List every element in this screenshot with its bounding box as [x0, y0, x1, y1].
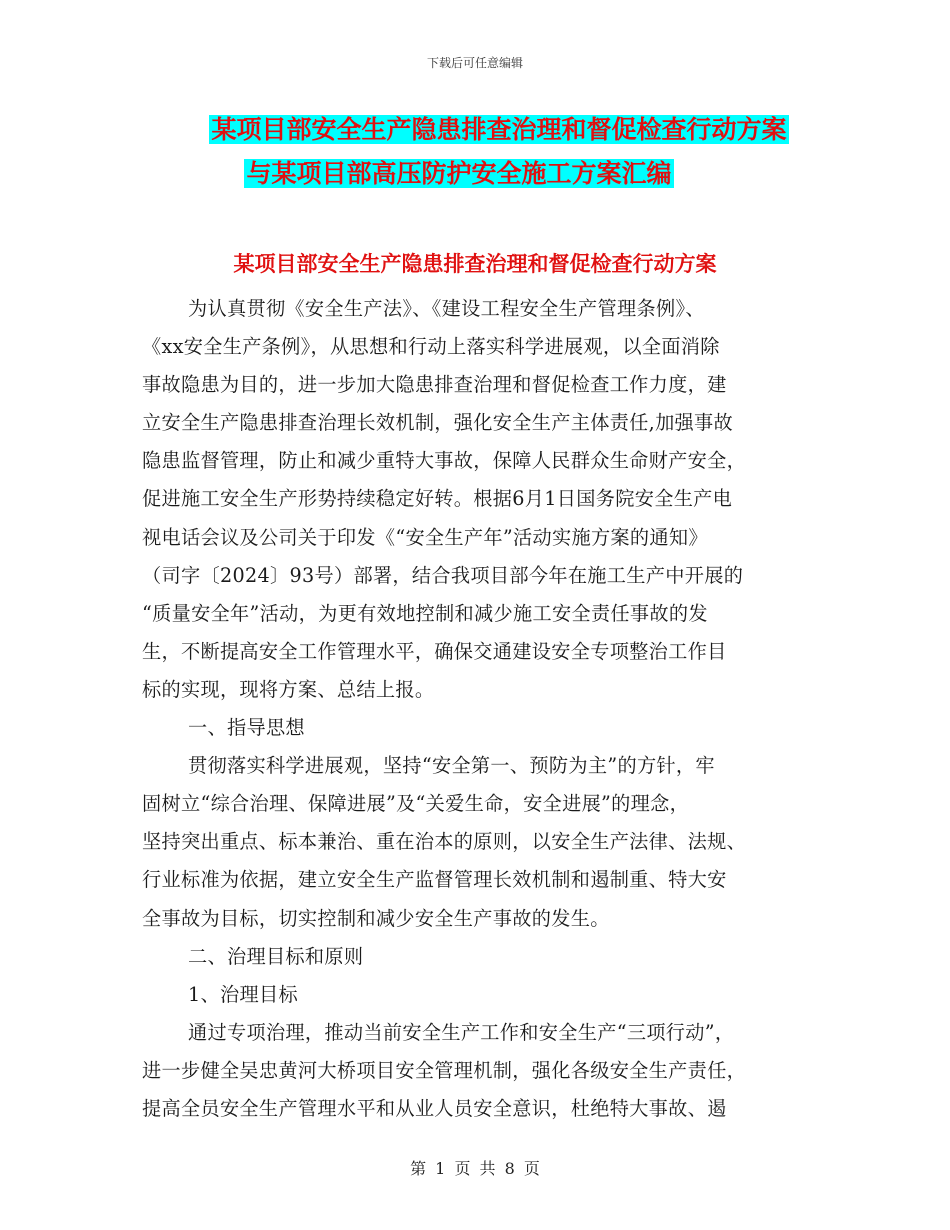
- main-title-line-2-text: 与某项目部高压防护安全施工方案汇编: [246, 159, 672, 188]
- body-line: 立安全生产隐患排查治理长效机制，强化安全生产主体责任,加强事故: [142, 411, 734, 435]
- body-line: 提高全员安全生产管理水平和从业人员安全意识，杜绝特大事故、遏: [142, 1096, 727, 1120]
- body-line: 坚持突出重点、标本兼治、重在治本的原则，以安全生产法律、法规、: [142, 830, 747, 854]
- body-line: 进一步健全吴忠黄河大桥项目安全管理机制，强化各级安全生产责任，: [142, 1058, 747, 1082]
- body-line: 二、治理目标和原则: [188, 944, 364, 968]
- body-line: （司字〔2024〕93号）部署，结合我项目部今年在施工生产中开展的: [142, 563, 744, 587]
- body-line: 固树立“综合治理、保障进展”及“关爱生命，安全进展”的理念，: [142, 792, 690, 816]
- header-note: 下载后可任意编辑: [426, 56, 523, 70]
- main-title-line-1-text: 某项目部安全生产隐患排查治理和督促检查行动方案: [211, 115, 787, 144]
- body-line: 视电话会议及公司关于印发《“安全生产年”活动实施方案的通知》: [142, 525, 708, 549]
- body-line: 生，不断提高安全工作管理水平，确保交通建设安全专项整治工作目: [142, 639, 727, 663]
- section-title: 某项目部安全生产隐患排查治理和督促检查行动方案: [233, 252, 717, 276]
- body-line: 事故隐患为目的，进一步加大隐患排查治理和督促检查工作力度，建: [142, 373, 727, 397]
- body-line: “质量安全年”活动，为更有效地控制和减少施工安全责任事故的发: [142, 601, 708, 625]
- body-line: 为认真贯彻《安全生产法》、《建设工程安全生产管理条例》、: [188, 297, 705, 320]
- body-line: 促进施工安全生产形势持续稳定好转。根据6月1日国务院安全生产电: [142, 487, 733, 511]
- body-text: [142, 290, 814, 1128]
- page-footer: 第 1 页 共 8 页: [410, 1159, 540, 1178]
- main-title-line-2: [0, 156, 934, 192]
- body-line: 1、治理目标: [188, 982, 298, 1006]
- body-line: 标的实现，现将方案、总结上报。: [142, 677, 435, 701]
- body-line: 通过专项治理，推动当前安全生产工作和安全生产“三项行动”，: [188, 1020, 735, 1044]
- body-line: 一、指导思想: [188, 716, 305, 740]
- main-title-line-1: [24, 112, 950, 148]
- body-line: 行业标准为依据，建立安全生产监督管理长效机制和遏制重、特大安: [142, 868, 727, 892]
- body-line: 贯彻落实科学进展观，坚持“安全第一、预防为主”的方针，牢: [188, 754, 715, 778]
- body-line: 隐患监督管理，防止和减少重特大事故，保障人民群众生命财产安全，: [142, 449, 747, 473]
- body-line: 《xx安全生产条例》，从思想和行动上落实科学进展观，以全面消除: [142, 335, 720, 359]
- body-line: 全事故为目标，切实控制和减少安全生产事故的发生。: [142, 906, 610, 930]
